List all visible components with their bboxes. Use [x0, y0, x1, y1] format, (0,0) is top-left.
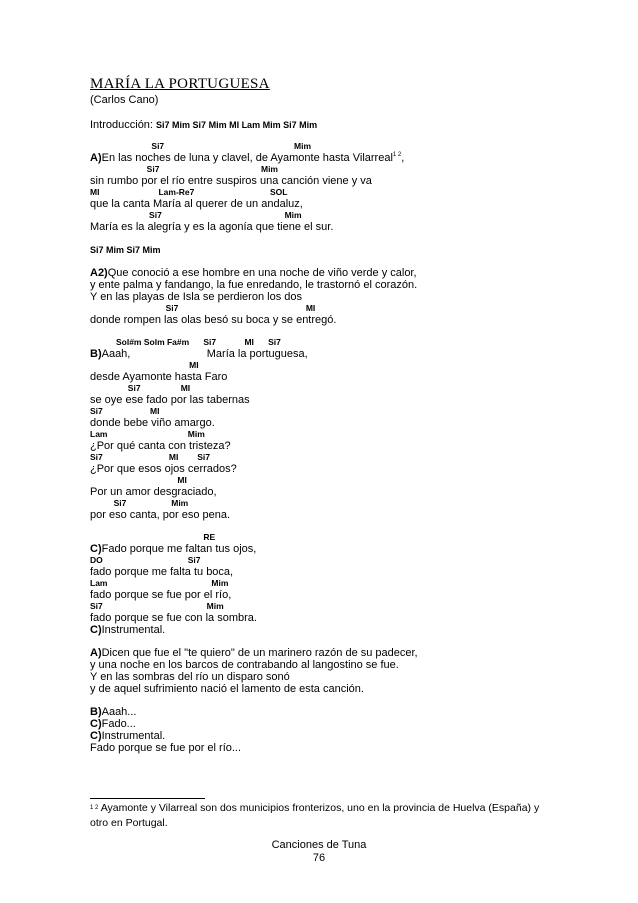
lyric-line — [90, 647, 560, 659]
introduction-line — [90, 119, 317, 131]
footnote-mark: 1 2 — [90, 805, 99, 811]
lyric-text: donde bebe viño amargo. — [90, 417, 215, 429]
intro-label: Introducción: — [90, 119, 153, 131]
lyric-suffix: , — [401, 152, 405, 164]
chord-line: Si7 Mim — [90, 141, 312, 151]
lyric-line — [90, 267, 560, 279]
lyric-text: ¿Por que esos ojos cerrados? — [90, 463, 237, 475]
lyric-line — [90, 221, 560, 233]
lyric-text: y una noche en los barcos de contrabando al langostino se fue. — [90, 659, 399, 671]
song-title: MARÍA LA PORTUGUESA — [90, 76, 270, 92]
lyric-line — [90, 440, 560, 452]
lyric-line — [90, 175, 560, 187]
chord-line: MI — [90, 475, 187, 485]
lyric-text: Fado porque se fue por el río... — [90, 742, 242, 754]
section-label: C) — [90, 543, 102, 555]
lyric-text: fado porque me falta tu boca, — [90, 566, 234, 578]
chord-line: Lam Mim — [90, 429, 205, 439]
lyric-text: En las noches de luna y clavel, de Ayamonte hasta Vilarreal — [101, 152, 393, 164]
chord-line: Lam Mim — [90, 578, 229, 588]
footnote-reference: 1 2 — [392, 152, 402, 158]
lyric-text: y de aquel sufrimiento nació el lamento de esta canción. — [90, 683, 364, 695]
lyric-line — [90, 198, 560, 210]
section-label: C) — [90, 624, 102, 636]
interlude-chords: Si7 Mim Si7 Mim — [90, 245, 161, 255]
footnote-text: Ayamonte y Vilarreal son dos municipios fronterizos, uno en la provincia de Huelva (España) y otro en Portugal. — [90, 802, 540, 829]
chord-line: MI — [90, 360, 199, 370]
lyric-line — [90, 683, 560, 695]
footnote — [90, 801, 560, 831]
song-author: (Carlos Cano) — [90, 94, 159, 106]
stanza-gap — [90, 233, 560, 244]
stanza-gap — [90, 695, 560, 706]
lyric-line — [90, 730, 560, 742]
chord-line: Si7 Mim — [90, 210, 302, 220]
lyric-text: donde rompen las olas besó su boca y se entregó. — [90, 314, 337, 326]
intro-chords: Si7 Mim Si7 Mim MI Lam Mim Si7 Mim — [156, 120, 318, 130]
footnote-divider — [90, 798, 205, 799]
chord-line: MI Lam-Re7 SOL — [90, 187, 288, 197]
lyric-line — [90, 718, 560, 730]
section-label: B) — [90, 706, 102, 718]
lyric-text: Instrumental. — [101, 730, 166, 742]
lyric-line — [90, 509, 560, 521]
lyric-text: Instrumental. — [101, 624, 166, 636]
song-body — [90, 141, 560, 754]
footer-book-title: Canciones de Tuna — [271, 839, 367, 851]
lyric-line — [90, 152, 560, 164]
section-label: A2) — [90, 267, 108, 279]
lyric-line — [90, 624, 560, 636]
lyric-text: Aaah... — [101, 706, 137, 718]
stanza-gap — [90, 521, 560, 532]
chord-line: Si7 Mim — [90, 498, 189, 508]
lyric-text: y ente palma y fandango, la fue enredando, le trastornó el corazón. — [90, 279, 418, 291]
chord-line: RE — [90, 532, 216, 542]
lyric-text: Por un amor desgraciado, — [90, 486, 217, 498]
lyric-line — [90, 659, 560, 671]
lyric-line — [90, 612, 560, 624]
lyric-line — [90, 394, 560, 406]
lyric-text: ¿Por qué canta con tristeza? — [90, 440, 231, 452]
lyric-line — [90, 463, 560, 475]
lyric-line — [90, 589, 560, 601]
chord-line: Si7 Mim — [90, 164, 278, 174]
lyric-line — [90, 291, 560, 303]
stanza-gap — [90, 326, 560, 337]
lyric-line — [90, 742, 560, 754]
page-number: 76 — [312, 852, 326, 864]
lyric-line — [90, 566, 560, 578]
lyric-text: se oye ese fado por las tabernas — [90, 394, 250, 406]
lyric-text: por eso canta, por eso pena. — [90, 509, 231, 521]
lyric-line — [90, 371, 560, 383]
lyric-text: fado porque se fue por el río, — [90, 589, 232, 601]
lyric-text: Y en las playas de Isla se perdieron los dos — [90, 291, 302, 303]
lyric-text: Aaah, María la portuguesa, — [101, 348, 308, 360]
chord-line: Sol#m Solm Fa#m Si7 MI Si7 — [90, 337, 281, 347]
lyric-text: que la canta María al querer de un andaluz, — [90, 198, 303, 210]
chord-line: Si7 MI — [90, 383, 191, 393]
lyric-text: Y en las sombras del río un disparo sonó — [90, 671, 290, 683]
chord-line: Si7 Mim — [90, 601, 224, 611]
lyric-line — [90, 417, 560, 429]
lyric-line — [90, 279, 560, 291]
lyric-text: María es la alegría y es la agonía que tiene el sur. — [90, 221, 334, 233]
stanza-gap — [90, 636, 560, 647]
lyric-text: fado porque se fue con la sombra. — [90, 612, 257, 624]
lyric-text: Fado... — [101, 718, 136, 730]
lyric-text: sin rumbo por el río entre suspiros una canción viene y va — [90, 175, 372, 187]
section-label: C) — [90, 718, 102, 730]
lyric-line — [90, 348, 560, 360]
section-label: C) — [90, 730, 102, 742]
chord-line: Si7 MI — [90, 303, 316, 313]
lyric-text: Fado porque me faltan tus ojos, — [101, 543, 257, 555]
lyric-text: Dicen que fue el "te quiero" de un marinero razón de su padecer, — [101, 647, 418, 659]
section-label: B) — [90, 348, 102, 360]
lyric-line — [90, 486, 560, 498]
section-label: A) — [90, 152, 102, 164]
lyric-line — [90, 314, 560, 326]
lyric-line — [90, 543, 560, 555]
lyric-line — [90, 671, 560, 683]
chord-line: Si7 MI Si7 — [90, 452, 210, 462]
stanza-gap — [90, 256, 560, 267]
lyric-line — [90, 706, 560, 718]
lyric-text: Que conoció a ese hombre en una noche de viño verde y calor, — [107, 267, 417, 279]
section-label: A) — [90, 647, 102, 659]
chord-line: DO Si7 — [90, 555, 201, 565]
lyric-text: desde Ayamonte hasta Faro — [90, 371, 228, 383]
chord-line: Si7 MI — [90, 406, 160, 416]
